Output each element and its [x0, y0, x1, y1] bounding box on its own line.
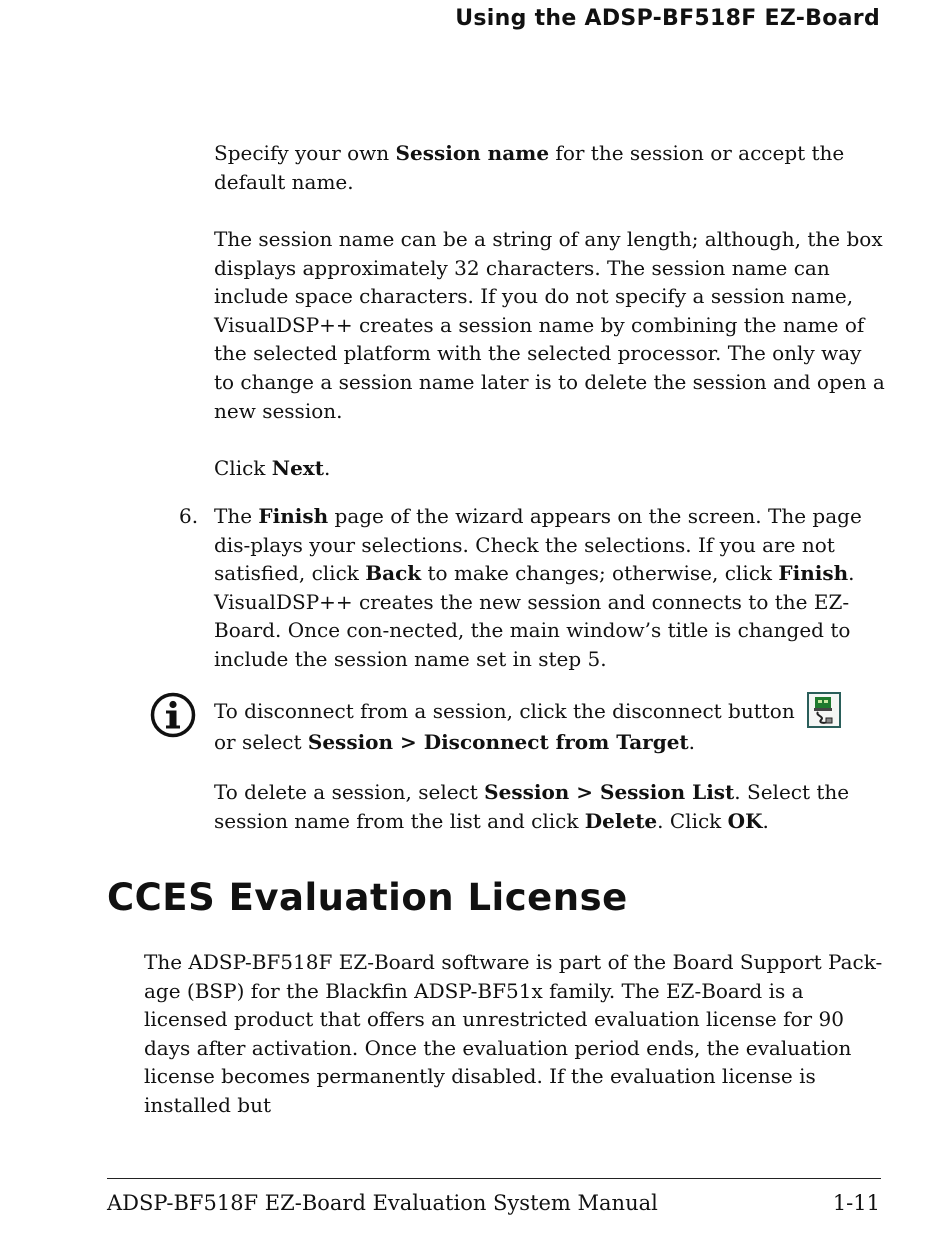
running-header: Using the ADSP-BF518F EZ-Board: [455, 6, 880, 31]
text-run: .: [688, 730, 696, 754]
text-run: for the session or accept the default name.: [214, 141, 845, 194]
info-icon: [150, 692, 196, 738]
text-run: Specify your own: [214, 141, 396, 165]
session-name-paragraph: [214, 139, 886, 196]
license-paragraph: The ADSP-BF518F EZ-Board software is part of the Board Support Pack-age (BSP) for the Blackfin ADSP-BF51x family. The EZ-Board is a licensed product that offers an unrestricted evaluation license for 90 days after activation. Once the evaluation period ends, the evaluation license becomes permanently disabled. If the evaluation license is installed but: [144, 950, 883, 1117]
bold-term-finish: Finish: [778, 561, 849, 586]
bold-menu-path-disconnect: Session > Disconnect from Target: [307, 730, 689, 754]
bold-term-next: Next: [271, 456, 324, 480]
disconnect-button-icon: [807, 692, 841, 728]
delete-session-note: [214, 778, 886, 835]
text-run: . Select the session name from the list and click: [214, 780, 850, 833]
footer-divider: [107, 1178, 881, 1179]
text-run: The: [214, 504, 259, 528]
step-number: 6.: [179, 504, 199, 528]
text-run: Click: [214, 456, 272, 480]
text-run: .: [762, 808, 769, 833]
bold-term-back: Back: [365, 561, 422, 586]
bold-term-ok: OK: [727, 808, 763, 833]
text-run: To disconnect from a session, click the disconnect button: [214, 699, 802, 723]
disconnect-note: [214, 692, 886, 757]
text-run: . Click: [657, 808, 728, 833]
bold-term-finish: Finish: [258, 504, 329, 528]
bold-term-session-name: Session name: [395, 141, 550, 165]
footer-manual-title: ADSP-BF518F EZ-Board Evaluation System Manual: [107, 1191, 658, 1215]
text-run: or select: [214, 730, 308, 754]
bold-menu-path-session-list: Session > Session List: [484, 780, 735, 804]
click-next-paragraph: [214, 454, 886, 483]
session-name-details-paragraph: The session name can be a string of any length; although, the box displays approximately 32 characters. The session name can include space characters. If you do not specify a session name, VisualDSP++ creates a session name by combining the name of the selected platform with the selected processor. The only way to change a session name later is to delete the session and open a new session.: [214, 227, 885, 423]
footer-page-number: 1-11: [832, 1191, 880, 1215]
bold-term-delete: Delete: [584, 808, 658, 833]
step-6-list-item: [179, 502, 886, 674]
text-run: page of the wizard appears on the screen. The page dis-plays your selections. Check the selections. If you are not satisfied, click: [214, 504, 862, 586]
text-run: to make changes; otherwise, click: [421, 561, 779, 586]
text-run: . VisualDSP++ creates the new session and connects to the EZ-Board. Once con-nected, the main window’s title is changed to include the session name set in step 5.: [214, 561, 855, 671]
text-run: .: [323, 456, 331, 480]
text-run: To delete a session, select: [214, 780, 485, 804]
section-heading: CCES Evaluation License: [107, 876, 628, 919]
